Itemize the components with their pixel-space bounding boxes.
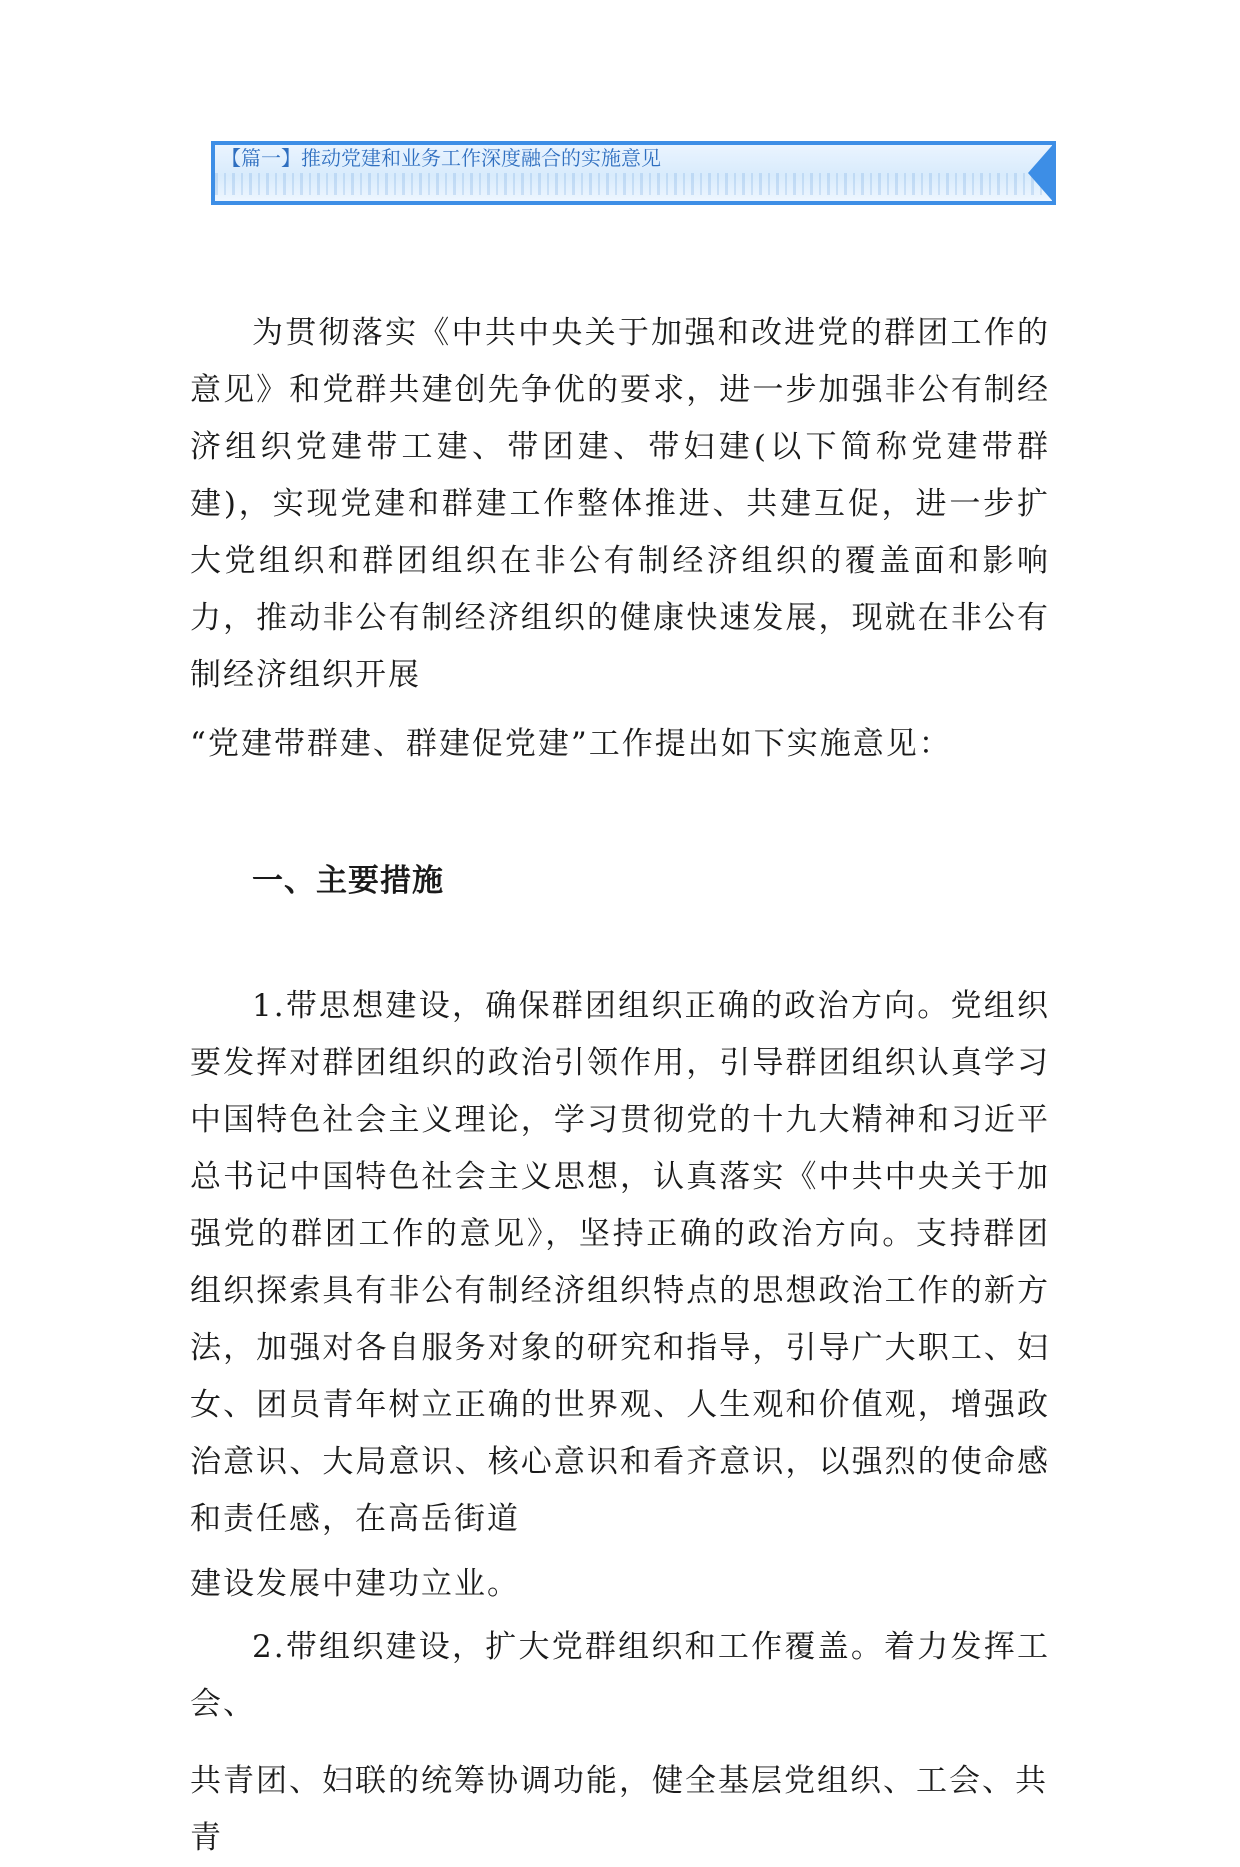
measure-item-2: 2.带组织建设，扩大党群组织和工作覆盖。着力发挥工会、 <box>190 1629 1050 1722</box>
measure-item-2-continuation: 共青团、妇联的统筹协调功能，健全基层党组织、工会、共青 <box>190 1763 1048 1856</box>
section-heading: 一、主要措施 <box>252 863 444 899</box>
intro-paragraph: 为贯彻落实《中共中央关于加强和改进党的群团工作的意见》和党群共建创先争优的要求，进一步加强非公有制经济组织党建带工建、带团建、带妇建(以下简称党建带群建)，实现党建和群建工作整体推进、共建互促，进一步扩大党组织和群团组织在非公有制经济组织的覆盖面和影响力，推动非公有制经济组织的健康快速发展，现就在非公有制经济组织开展 <box>190 315 1050 693</box>
measure-item-1: 1.带思想建设，确保群团组织正确的政治方向。党组织要发挥对群团组织的政治引领作用，引导群团组织认真学习中国特色社会主义理论，学习贯彻党的十九大精神和习近平总书记中国特色社会主义思想，认真落实《中共中央关于加强党的群团工作的意见》，坚持正确的政治方向。支持群团组织探索具有非公有制经济组织特点的思想政治工作的新方法，加强对各自服务对象的研究和指导，引导广大职工、妇女、团员青年树立正确的世界观、人生观和价值观，增强政治意识、大局意识、核心意识和看齐意识，以强烈的使命感和责任感，在高岳街道 <box>190 988 1050 1537</box>
banner-title: 【篇一】推动党建和业务工作深度融合的实施意见 <box>221 146 661 170</box>
measure-item-1-end: 建设发展中建功立业。 <box>190 1566 520 1602</box>
header-banner <box>211 141 1056 205</box>
intro-paragraph-continuation: “党建带群建、群建促党建”工作提出如下实施意见： <box>190 726 952 762</box>
banner-notch <box>1028 141 1056 205</box>
banner-decoration <box>215 173 1052 195</box>
document-body <box>190 305 1050 1867</box>
